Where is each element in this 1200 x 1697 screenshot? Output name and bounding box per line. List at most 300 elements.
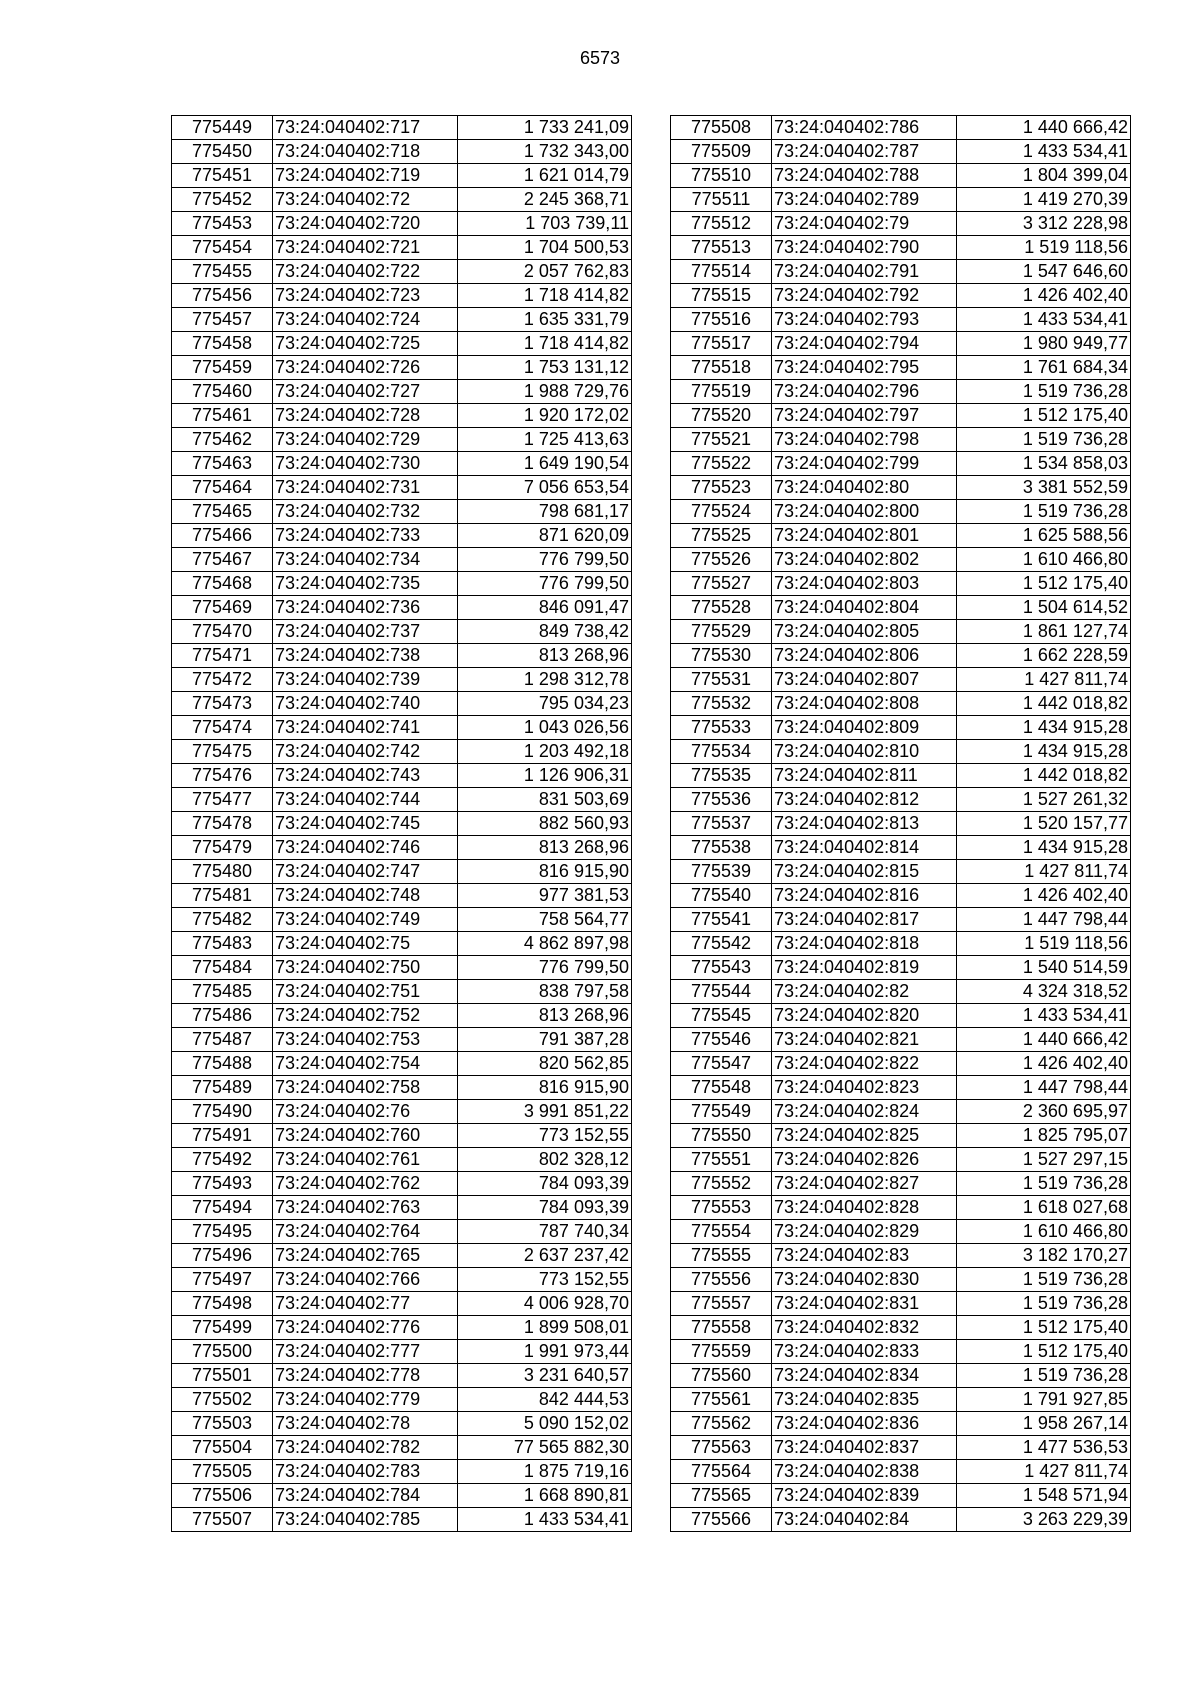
value-cell: 842 444,53 (458, 1388, 632, 1412)
cadastral-number-cell: 73:24:040402:729 (273, 428, 458, 452)
table-row (671, 1508, 1131, 1532)
cadastral-number-cell: 73:24:040402:831 (772, 1292, 957, 1316)
value-cell: 1 440 666,42 (957, 1028, 1131, 1052)
cadastral-number-cell: 73:24:040402:815 (772, 860, 957, 884)
table-row (172, 1292, 632, 1316)
table-row (671, 884, 1131, 908)
record-number-cell: 775561 (671, 1388, 772, 1412)
table-row (671, 500, 1131, 524)
cadastral-number-cell: 73:24:040402:804 (772, 596, 957, 620)
cadastral-number-cell: 73:24:040402:777 (273, 1340, 458, 1364)
value-cell: 1 861 127,74 (957, 620, 1131, 644)
value-cell: 816 915,90 (458, 1076, 632, 1100)
table-row (172, 548, 632, 572)
cadastral-number-cell: 73:24:040402:814 (772, 836, 957, 860)
cadastral-number-cell: 73:24:040402:741 (273, 716, 458, 740)
cadastral-number-cell: 73:24:040402:748 (273, 884, 458, 908)
table-row (671, 1316, 1131, 1340)
cadastral-number-cell: 73:24:040402:738 (273, 644, 458, 668)
value-cell: 1 512 175,40 (957, 1340, 1131, 1364)
cadastral-table-right (670, 115, 1131, 1532)
value-cell: 3 312 228,98 (957, 212, 1131, 236)
cadastral-number-cell: 73:24:040402:832 (772, 1316, 957, 1340)
cadastral-number-cell: 73:24:040402:765 (273, 1244, 458, 1268)
cadastral-number-cell: 73:24:040402:783 (273, 1460, 458, 1484)
value-cell: 1 761 684,34 (957, 356, 1131, 380)
value-cell: 4 006 928,70 (458, 1292, 632, 1316)
cadastral-number-cell: 73:24:040402:833 (772, 1340, 957, 1364)
table-row (172, 1028, 632, 1052)
table-row (172, 668, 632, 692)
value-cell: 1 520 157,77 (957, 812, 1131, 836)
record-number-cell: 775521 (671, 428, 772, 452)
cadastral-number-cell: 73:24:040402:761 (273, 1148, 458, 1172)
cadastral-number-cell: 73:24:040402:824 (772, 1100, 957, 1124)
table-row (671, 116, 1131, 140)
record-number-cell: 775478 (172, 812, 273, 836)
record-number-cell: 775507 (172, 1508, 273, 1532)
table-row (671, 308, 1131, 332)
cadastral-number-cell: 73:24:040402:822 (772, 1052, 957, 1076)
value-cell: 1 618 027,68 (957, 1196, 1131, 1220)
cadastral-number-cell: 73:24:040402:720 (273, 212, 458, 236)
record-number-cell: 775453 (172, 212, 273, 236)
table-row (172, 980, 632, 1004)
value-cell: 787 740,34 (458, 1220, 632, 1244)
record-number-cell: 775550 (671, 1124, 772, 1148)
value-cell: 1 725 413,63 (458, 428, 632, 452)
table-row (172, 452, 632, 476)
cadastral-number-cell: 73:24:040402:79 (772, 212, 957, 236)
record-number-cell: 775504 (172, 1436, 273, 1460)
record-number-cell: 775499 (172, 1316, 273, 1340)
cadastral-number-cell: 73:24:040402:809 (772, 716, 957, 740)
record-number-cell: 775562 (671, 1412, 772, 1436)
cadastral-number-cell: 73:24:040402:825 (772, 1124, 957, 1148)
table-row (671, 1292, 1131, 1316)
record-number-cell: 775517 (671, 332, 772, 356)
value-cell: 1 426 402,40 (957, 284, 1131, 308)
table-row (671, 620, 1131, 644)
value-cell: 1 442 018,82 (957, 692, 1131, 716)
cadastral-number-cell: 73:24:040402:747 (273, 860, 458, 884)
table-row (172, 1148, 632, 1172)
value-cell: 773 152,55 (458, 1268, 632, 1292)
record-number-cell: 775464 (172, 476, 273, 500)
cadastral-number-cell: 73:24:040402:807 (772, 668, 957, 692)
record-number-cell: 775551 (671, 1148, 772, 1172)
table-row (172, 644, 632, 668)
record-number-cell: 775524 (671, 500, 772, 524)
value-cell: 831 503,69 (458, 788, 632, 812)
cadastral-number-cell: 73:24:040402:830 (772, 1268, 957, 1292)
record-number-cell: 775459 (172, 356, 273, 380)
table-row (671, 1172, 1131, 1196)
table-row (671, 1148, 1131, 1172)
table-row (671, 284, 1131, 308)
value-cell: 1 825 795,07 (957, 1124, 1131, 1148)
record-number-cell: 775548 (671, 1076, 772, 1100)
cadastral-number-cell: 73:24:040402:805 (772, 620, 957, 644)
table-row (172, 308, 632, 332)
table-row (671, 812, 1131, 836)
cadastral-number-cell: 73:24:040402:798 (772, 428, 957, 452)
value-cell: 1 442 018,82 (957, 764, 1131, 788)
record-number-cell: 775484 (172, 956, 273, 980)
table-row (671, 1460, 1131, 1484)
record-number-cell: 775508 (671, 116, 772, 140)
record-number-cell: 775542 (671, 932, 772, 956)
cadastral-number-cell: 73:24:040402:787 (772, 140, 957, 164)
table-row (172, 164, 632, 188)
value-cell: 1 668 890,81 (458, 1484, 632, 1508)
table-row (172, 740, 632, 764)
record-number-cell: 775510 (671, 164, 772, 188)
value-cell: 1 519 736,28 (957, 1172, 1131, 1196)
table-row (172, 1004, 632, 1028)
record-number-cell: 775485 (172, 980, 273, 1004)
value-cell: 1 991 973,44 (458, 1340, 632, 1364)
table-row (671, 1388, 1131, 1412)
record-number-cell: 775482 (172, 908, 273, 932)
cadastral-number-cell: 73:24:040402:785 (273, 1508, 458, 1532)
record-number-cell: 775480 (172, 860, 273, 884)
cadastral-number-cell: 73:24:040402:766 (273, 1268, 458, 1292)
record-number-cell: 775537 (671, 812, 772, 836)
value-cell: 1 980 949,77 (957, 332, 1131, 356)
table-row (172, 380, 632, 404)
record-number-cell: 775518 (671, 356, 772, 380)
value-cell: 791 387,28 (458, 1028, 632, 1052)
table-row (172, 428, 632, 452)
record-number-cell: 775462 (172, 428, 273, 452)
cadastral-number-cell: 73:24:040402:754 (273, 1052, 458, 1076)
value-cell: 1 534 858,03 (957, 452, 1131, 476)
record-number-cell: 775479 (172, 836, 273, 860)
table-row (172, 500, 632, 524)
value-cell: 3 991 851,22 (458, 1100, 632, 1124)
value-cell: 1 958 267,14 (957, 1412, 1131, 1436)
cadastral-number-cell: 73:24:040402:816 (772, 884, 957, 908)
cadastral-number-cell: 73:24:040402:723 (273, 284, 458, 308)
record-number-cell: 775456 (172, 284, 273, 308)
table-row (172, 932, 632, 956)
cadastral-number-cell: 73:24:040402:732 (273, 500, 458, 524)
record-number-cell: 775559 (671, 1340, 772, 1364)
value-cell: 1 621 014,79 (458, 164, 632, 188)
cadastral-number-cell: 73:24:040402:779 (273, 1388, 458, 1412)
cadastral-number-cell: 73:24:040402:722 (273, 260, 458, 284)
record-number-cell: 775543 (671, 956, 772, 980)
record-number-cell: 775475 (172, 740, 273, 764)
value-cell: 773 152,55 (458, 1124, 632, 1148)
record-number-cell: 775492 (172, 1148, 273, 1172)
value-cell: 1 733 241,09 (458, 116, 632, 140)
table-row (671, 452, 1131, 476)
table-row (172, 956, 632, 980)
cadastral-number-cell: 73:24:040402:817 (772, 908, 957, 932)
value-cell: 784 093,39 (458, 1172, 632, 1196)
value-cell: 2 637 237,42 (458, 1244, 632, 1268)
table-row (671, 980, 1131, 1004)
record-number-cell: 775509 (671, 140, 772, 164)
table-row (671, 956, 1131, 980)
record-number-cell: 775564 (671, 1460, 772, 1484)
value-cell: 4 862 897,98 (458, 932, 632, 956)
value-cell: 1 419 270,39 (957, 188, 1131, 212)
value-cell: 1 447 798,44 (957, 1076, 1131, 1100)
cadastral-number-cell: 73:24:040402:834 (772, 1364, 957, 1388)
value-cell: 7 056 653,54 (458, 476, 632, 500)
table-row (172, 1196, 632, 1220)
table-row (172, 1388, 632, 1412)
record-number-cell: 775481 (172, 884, 273, 908)
table-row (172, 1412, 632, 1436)
value-cell: 2 057 762,83 (458, 260, 632, 284)
table-row (671, 764, 1131, 788)
record-number-cell: 775470 (172, 620, 273, 644)
value-cell: 1 519 736,28 (957, 1364, 1131, 1388)
cadastral-number-cell: 73:24:040402:790 (772, 236, 957, 260)
record-number-cell: 775491 (172, 1124, 273, 1148)
record-number-cell: 775532 (671, 692, 772, 716)
record-number-cell: 775560 (671, 1364, 772, 1388)
table-row (671, 476, 1131, 500)
cadastral-number-cell: 73:24:040402:752 (273, 1004, 458, 1028)
value-cell: 784 093,39 (458, 1196, 632, 1220)
table-row (671, 1124, 1131, 1148)
value-cell: 1 512 175,40 (957, 572, 1131, 596)
table-row (172, 692, 632, 716)
value-cell: 1 732 343,00 (458, 140, 632, 164)
record-number-cell: 775534 (671, 740, 772, 764)
table-row (671, 428, 1131, 452)
value-cell: 1 791 927,85 (957, 1388, 1131, 1412)
record-number-cell: 775516 (671, 308, 772, 332)
table-row (172, 1268, 632, 1292)
table-row (671, 548, 1131, 572)
table-row (671, 524, 1131, 548)
record-number-cell: 775556 (671, 1268, 772, 1292)
record-number-cell: 775463 (172, 452, 273, 476)
cadastral-number-cell: 73:24:040402:786 (772, 116, 957, 140)
table-row (172, 212, 632, 236)
table-row (172, 1220, 632, 1244)
cadastral-number-cell: 73:24:040402:784 (273, 1484, 458, 1508)
cadastral-number-cell: 73:24:040402:762 (273, 1172, 458, 1196)
value-cell: 816 915,90 (458, 860, 632, 884)
cadastral-number-cell: 73:24:040402:776 (273, 1316, 458, 1340)
table-row (671, 668, 1131, 692)
value-cell: 1 519 118,56 (957, 932, 1131, 956)
record-number-cell: 775471 (172, 644, 273, 668)
value-cell: 1 434 915,28 (957, 716, 1131, 740)
cadastral-number-cell: 73:24:040402:739 (273, 668, 458, 692)
cadastral-number-cell: 73:24:040402:736 (273, 596, 458, 620)
table-row (671, 1412, 1131, 1436)
cadastral-number-cell: 73:24:040402:789 (772, 188, 957, 212)
value-cell: 1 540 514,59 (957, 956, 1131, 980)
record-number-cell: 775545 (671, 1004, 772, 1028)
record-number-cell: 775498 (172, 1292, 273, 1316)
record-number-cell: 775466 (172, 524, 273, 548)
record-number-cell: 775474 (172, 716, 273, 740)
value-cell: 1 504 614,52 (957, 596, 1131, 620)
value-cell: 1 427 811,74 (957, 860, 1131, 884)
cadastral-number-cell: 73:24:040402:735 (273, 572, 458, 596)
table-row (671, 380, 1131, 404)
table-row (172, 908, 632, 932)
record-number-cell: 775529 (671, 620, 772, 644)
record-number-cell: 775541 (671, 908, 772, 932)
record-number-cell: 775451 (172, 164, 273, 188)
record-number-cell: 775535 (671, 764, 772, 788)
cadastral-number-cell: 73:24:040402:727 (273, 380, 458, 404)
value-cell: 1 440 666,42 (957, 116, 1131, 140)
cadastral-number-cell: 73:24:040402:764 (273, 1220, 458, 1244)
table-row (671, 572, 1131, 596)
record-number-cell: 775467 (172, 548, 273, 572)
table-row (671, 1268, 1131, 1292)
record-number-cell: 775530 (671, 644, 772, 668)
value-cell: 2 245 368,71 (458, 188, 632, 212)
value-cell: 1 298 312,78 (458, 668, 632, 692)
value-cell: 1 875 719,16 (458, 1460, 632, 1484)
cadastral-number-cell: 73:24:040402:746 (273, 836, 458, 860)
cadastral-number-cell: 73:24:040402:823 (772, 1076, 957, 1100)
table-row (172, 1316, 632, 1340)
record-number-cell: 775528 (671, 596, 772, 620)
table-row (671, 188, 1131, 212)
record-number-cell: 775469 (172, 596, 273, 620)
cadastral-number-cell: 73:24:040402:725 (273, 332, 458, 356)
value-cell: 882 560,93 (458, 812, 632, 836)
cadastral-number-cell: 73:24:040402:728 (273, 404, 458, 428)
value-cell: 871 620,09 (458, 524, 632, 548)
table-row (172, 1340, 632, 1364)
cadastral-number-cell: 73:24:040402:80 (772, 476, 957, 500)
table-row (172, 812, 632, 836)
value-cell: 1 126 906,31 (458, 764, 632, 788)
table-row (172, 788, 632, 812)
value-cell: 795 034,23 (458, 692, 632, 716)
table-row (172, 1076, 632, 1100)
cadastral-number-cell: 73:24:040402:793 (772, 308, 957, 332)
table-row (172, 404, 632, 428)
record-number-cell: 775563 (671, 1436, 772, 1460)
cadastral-number-cell: 73:24:040402:826 (772, 1148, 957, 1172)
cadastral-number-cell: 73:24:040402:802 (772, 548, 957, 572)
table-row (671, 1196, 1131, 1220)
table-row (671, 716, 1131, 740)
value-cell: 1 043 026,56 (458, 716, 632, 740)
cadastral-number-cell: 73:24:040402:808 (772, 692, 957, 716)
value-cell: 5 090 152,02 (458, 1412, 632, 1436)
record-number-cell: 775502 (172, 1388, 273, 1412)
value-cell: 1 610 466,80 (957, 548, 1131, 572)
value-cell: 1 920 172,02 (458, 404, 632, 428)
cadastral-number-cell: 73:24:040402:733 (273, 524, 458, 548)
table-row (671, 1244, 1131, 1268)
table-row (172, 260, 632, 284)
table-row (671, 212, 1131, 236)
value-cell: 3 182 170,27 (957, 1244, 1131, 1268)
cadastral-number-cell: 73:24:040402:737 (273, 620, 458, 644)
value-cell: 813 268,96 (458, 644, 632, 668)
cadastral-number-cell: 73:24:040402:794 (772, 332, 957, 356)
record-number-cell: 775483 (172, 932, 273, 956)
table-row (671, 740, 1131, 764)
table-row (172, 1508, 632, 1532)
cadastral-number-cell: 73:24:040402:835 (772, 1388, 957, 1412)
value-cell: 1 512 175,40 (957, 1316, 1131, 1340)
cadastral-number-cell: 73:24:040402:751 (273, 980, 458, 1004)
record-number-cell: 775522 (671, 452, 772, 476)
value-cell: 4 324 318,52 (957, 980, 1131, 1004)
record-number-cell: 775511 (671, 188, 772, 212)
value-cell: 798 681,17 (458, 500, 632, 524)
cadastral-number-cell: 73:24:040402:718 (273, 140, 458, 164)
cadastral-number-cell: 73:24:040402:838 (772, 1460, 957, 1484)
cadastral-number-cell: 73:24:040402:836 (772, 1412, 957, 1436)
record-number-cell: 775555 (671, 1244, 772, 1268)
table-row (671, 1484, 1131, 1508)
record-number-cell: 775472 (172, 668, 273, 692)
table-row (671, 1004, 1131, 1028)
table-row (172, 716, 632, 740)
record-number-cell: 775494 (172, 1196, 273, 1220)
table-row (172, 860, 632, 884)
value-cell: 813 268,96 (458, 836, 632, 860)
table-row (671, 860, 1131, 884)
value-cell: 1 519 736,28 (957, 428, 1131, 452)
record-number-cell: 775450 (172, 140, 273, 164)
cadastral-number-cell: 73:24:040402:749 (273, 908, 458, 932)
cadastral-number-cell: 73:24:040402:734 (273, 548, 458, 572)
cadastral-number-cell: 73:24:040402:745 (273, 812, 458, 836)
value-cell: 1 704 500,53 (458, 236, 632, 260)
cadastral-number-cell: 73:24:040402:797 (772, 404, 957, 428)
table-row (172, 1364, 632, 1388)
table-row (671, 140, 1131, 164)
table-row (671, 1052, 1131, 1076)
record-number-cell: 775515 (671, 284, 772, 308)
value-cell: 1 427 811,74 (957, 668, 1131, 692)
record-number-cell: 775452 (172, 188, 273, 212)
value-cell: 1 625 588,56 (957, 524, 1131, 548)
cadastral-number-cell: 73:24:040402:788 (772, 164, 957, 188)
record-number-cell: 775536 (671, 788, 772, 812)
record-number-cell: 775476 (172, 764, 273, 788)
record-number-cell: 775458 (172, 332, 273, 356)
record-number-cell: 775489 (172, 1076, 273, 1100)
table-row (172, 524, 632, 548)
record-number-cell: 775544 (671, 980, 772, 1004)
value-cell: 1 519 736,28 (957, 500, 1131, 524)
cadastral-number-cell: 73:24:040402:821 (772, 1028, 957, 1052)
table-row (671, 356, 1131, 380)
cadastral-number-cell: 73:24:040402:778 (273, 1364, 458, 1388)
cadastral-number-cell: 73:24:040402:76 (273, 1100, 458, 1124)
cadastral-number-cell: 73:24:040402:810 (772, 740, 957, 764)
cadastral-number-cell: 73:24:040402:763 (273, 1196, 458, 1220)
record-number-cell: 775566 (671, 1508, 772, 1532)
record-number-cell: 775519 (671, 380, 772, 404)
table-row (172, 188, 632, 212)
value-cell: 1 703 739,11 (458, 212, 632, 236)
cadastral-number-cell: 73:24:040402:724 (273, 308, 458, 332)
value-cell: 2 360 695,97 (957, 1100, 1131, 1124)
